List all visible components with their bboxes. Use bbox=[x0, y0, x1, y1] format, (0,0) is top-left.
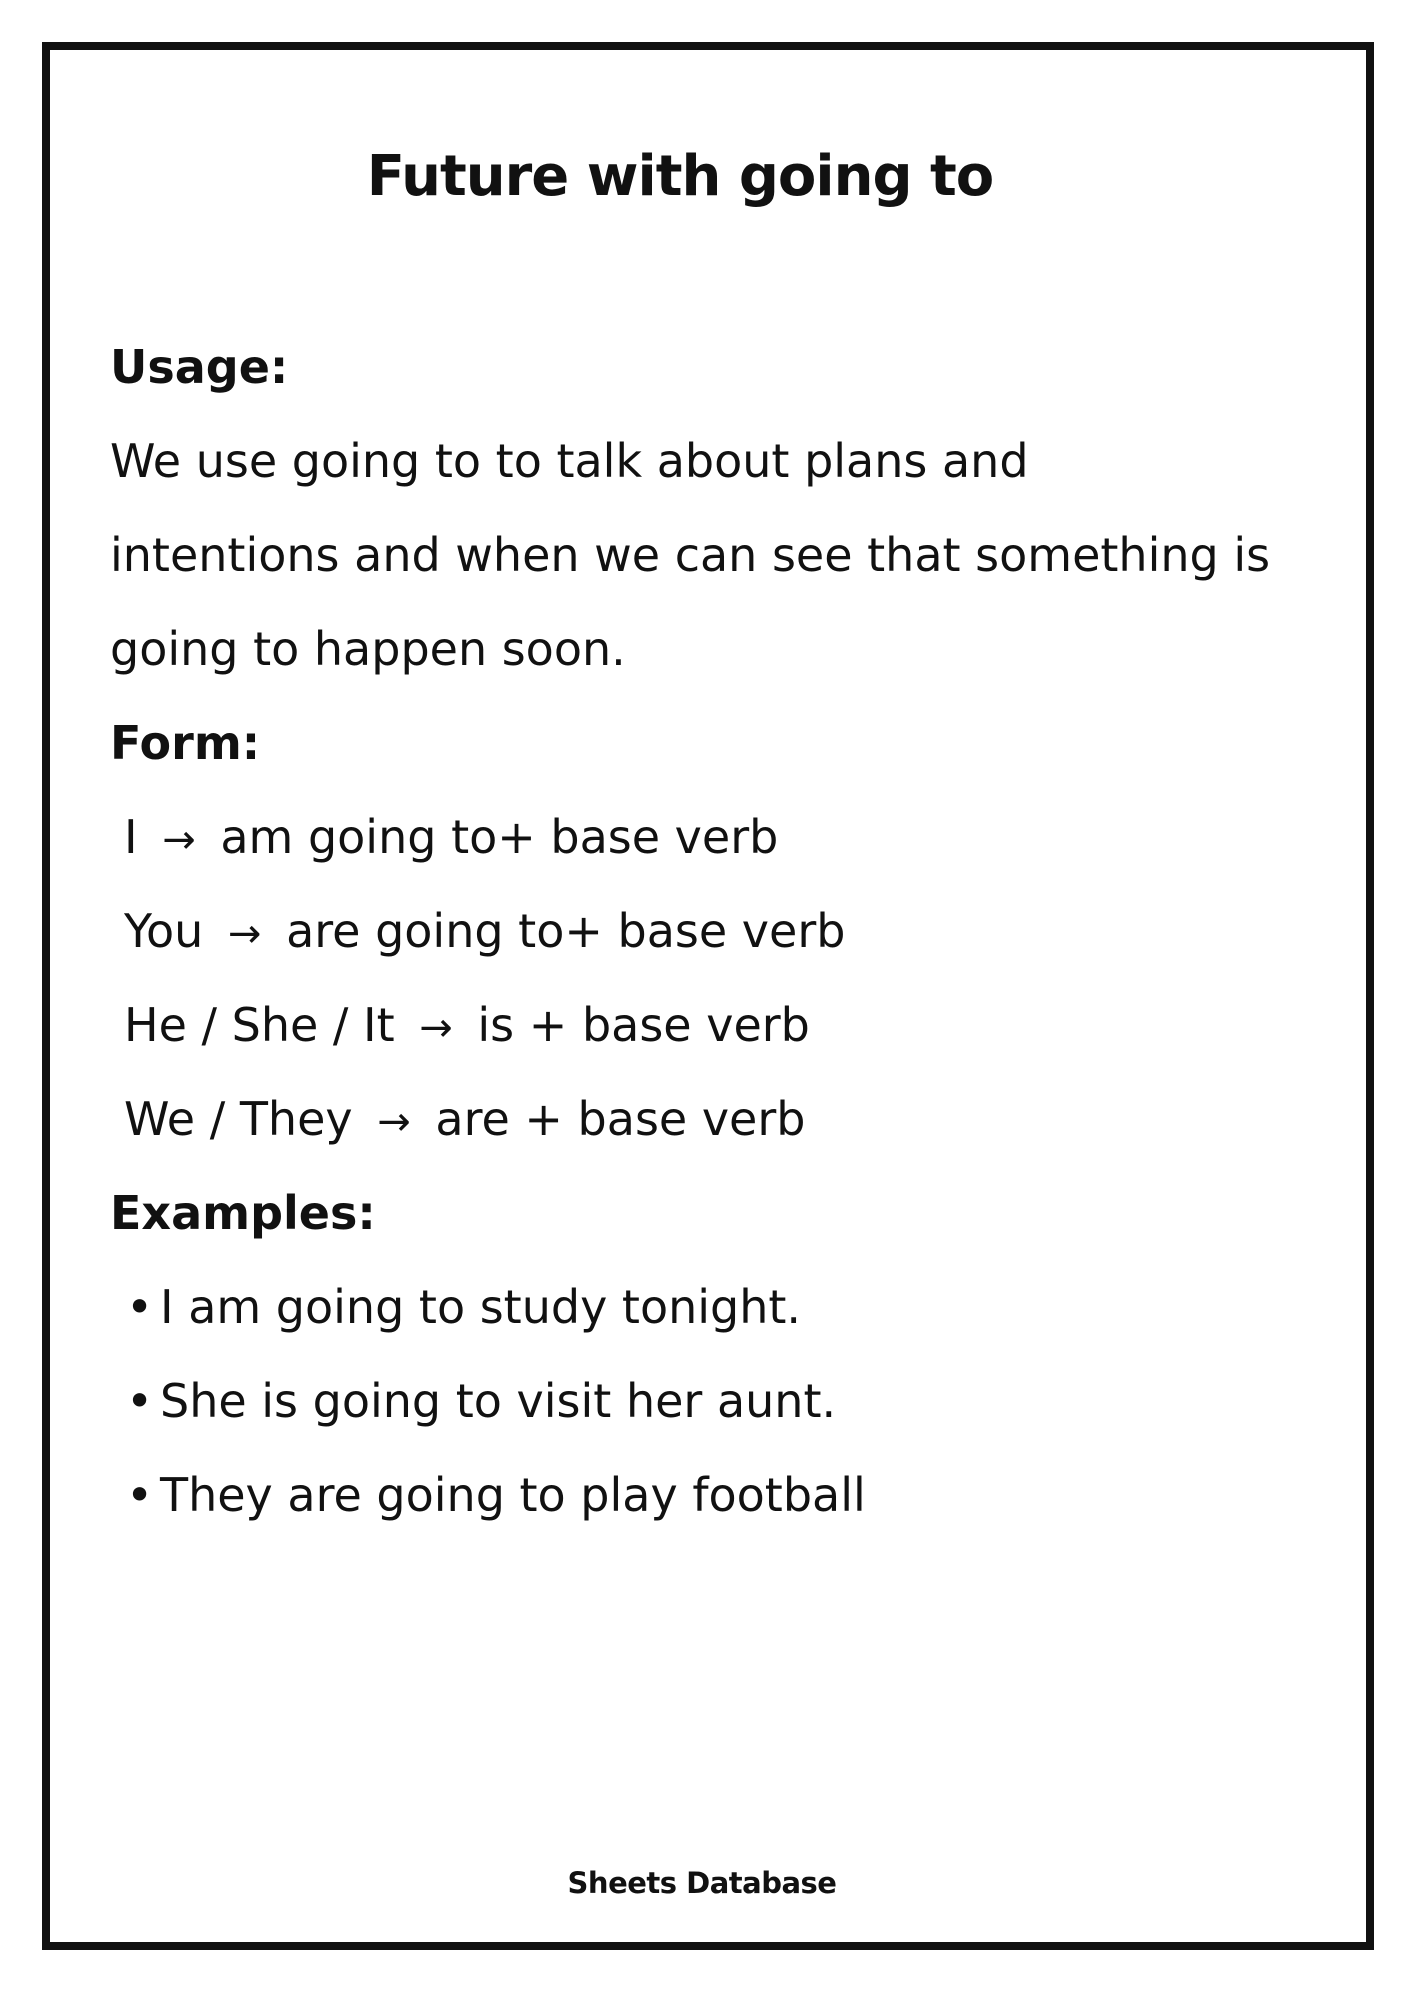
form-rule: is + base verb bbox=[477, 998, 810, 1052]
form-heading: Form: bbox=[110, 716, 261, 770]
form-subject: I bbox=[124, 810, 138, 864]
form-row-he-she-it bbox=[110, 978, 1330, 1072]
form-row-we-they bbox=[110, 1072, 1330, 1166]
arrow-right-icon: → bbox=[162, 817, 196, 863]
arrow-right-icon: → bbox=[227, 911, 262, 957]
usage-line-1: We use going to to talk about plans and bbox=[110, 434, 1029, 488]
example-text: She is going to visit her aunt. bbox=[160, 1374, 837, 1428]
worksheet-content bbox=[110, 320, 1330, 1542]
form-subject: We / They bbox=[124, 1092, 353, 1146]
example-text: They are going to play football bbox=[160, 1468, 866, 1522]
form-rule: are going to+ base verb bbox=[286, 904, 846, 958]
form-rule: am going to+ base verb bbox=[220, 810, 779, 864]
examples-heading: Examples: bbox=[110, 1186, 376, 1240]
form-subject: You bbox=[124, 904, 204, 958]
example-item bbox=[110, 1354, 1330, 1448]
bullet-icon: • bbox=[126, 1280, 154, 1334]
bullet-icon: • bbox=[126, 1468, 154, 1522]
page-title: Future with going to bbox=[366, 144, 994, 209]
example-item bbox=[110, 1260, 1330, 1354]
example-item bbox=[110, 1448, 1330, 1542]
arrow-right-icon: → bbox=[419, 1005, 453, 1051]
usage-line-2: intentions and when we can see that something is bbox=[110, 528, 1271, 582]
form-row-i bbox=[110, 790, 1330, 884]
usage-heading: Usage: bbox=[110, 340, 289, 394]
example-text: I am going to study tonight. bbox=[160, 1280, 802, 1334]
bullet-icon: • bbox=[126, 1374, 154, 1428]
form-row-you bbox=[110, 884, 1330, 978]
arrow-right-icon: → bbox=[377, 1099, 411, 1145]
form-rule: are + base verb bbox=[435, 1092, 806, 1146]
usage-line-3: going to happen soon. bbox=[110, 622, 626, 676]
form-subject: He / She / It bbox=[124, 998, 395, 1052]
footer-credit: Sheets Database bbox=[567, 1866, 837, 1900]
